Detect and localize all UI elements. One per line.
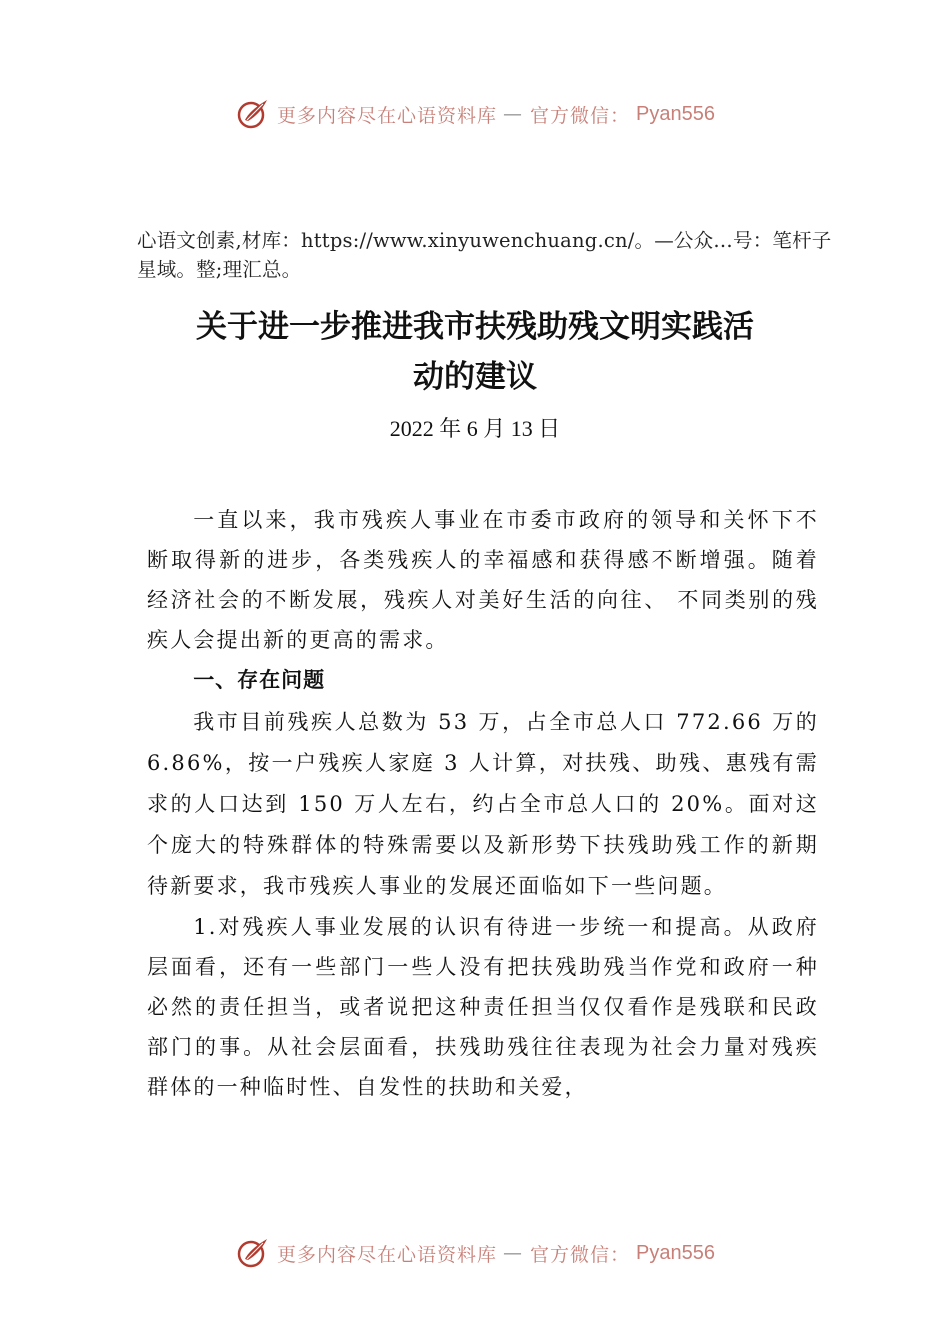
paragraph-statistics: 我市目前残疾人总数为 53 万，占全市总人口 772.66 万的 6.86%，按一户残疾人家庭 3 人计算，对扶残、助残、惠残有需求的人口达到 150 万人左右，约占全市总人口的 20%。面对这个庞大的特殊群体的特殊需要以及新形势下扶残助残工作的新期待新要求，我市残疾人事业的发展还面临如下一些问题。 <box>147 710 819 898</box>
document-body <box>147 500 819 1107</box>
watermark-wechat-label: 官方微信： <box>530 1243 631 1266</box>
document-title <box>120 302 830 402</box>
paragraph-point-1: 1.对残疾人事业发展的认识有待进一步统一和提高。从政府层面看，还有一些部门一些人没有把扶残助残当作党和政府一种必然的责任担当，或者说把这种责任担当仅仅看作是残联和民政部门的事。从社会层面看，扶残助残往往表现为社会力量对残疾群体的一种临时性、自发性的扶助和关爱， <box>147 915 819 1099</box>
header-watermark <box>0 94 950 134</box>
quill-logo-icon <box>235 96 271 132</box>
title-line-1: 关于进一步推进我市扶残助残文明实践活 <box>196 309 754 345</box>
paragraph-intro: 一直以来，我市残疾人事业在市委市政府的领导和关怀下不断取得新的进步，各类残疾人的幸福感和获得感不断增强。随着经济社会的不断发展，残疾人对美好生活的向往、 不同类别的残疾人会提出新的更高的需求。 <box>147 508 819 652</box>
watermark-separator: — <box>503 103 525 125</box>
watermark-wechat-label: 官方微信： <box>530 104 631 127</box>
watermark-text: 更多内容尽在心语资料库 <box>277 104 498 127</box>
document-date: 2022 年 6 月 13 日 <box>389 416 561 441</box>
watermark-text: 更多内容尽在心语资料库 <box>277 1243 498 1266</box>
title-line-2: 动的建议 <box>413 359 537 395</box>
watermark-wechat-id: Pyan556 <box>636 1241 715 1264</box>
watermark-separator: — <box>503 1242 525 1264</box>
watermark-wechat-id: Pyan556 <box>636 102 715 125</box>
quill-logo-icon <box>235 1235 271 1271</box>
section-heading-problems: 一、存在问题 <box>193 668 326 692</box>
source-note: 心语文创素,材库：https://www.xinyuwenchuang.cn/。—公众…号：笔杆子星域。整;理汇总。 <box>137 229 832 281</box>
footer-watermark <box>0 1233 950 1273</box>
